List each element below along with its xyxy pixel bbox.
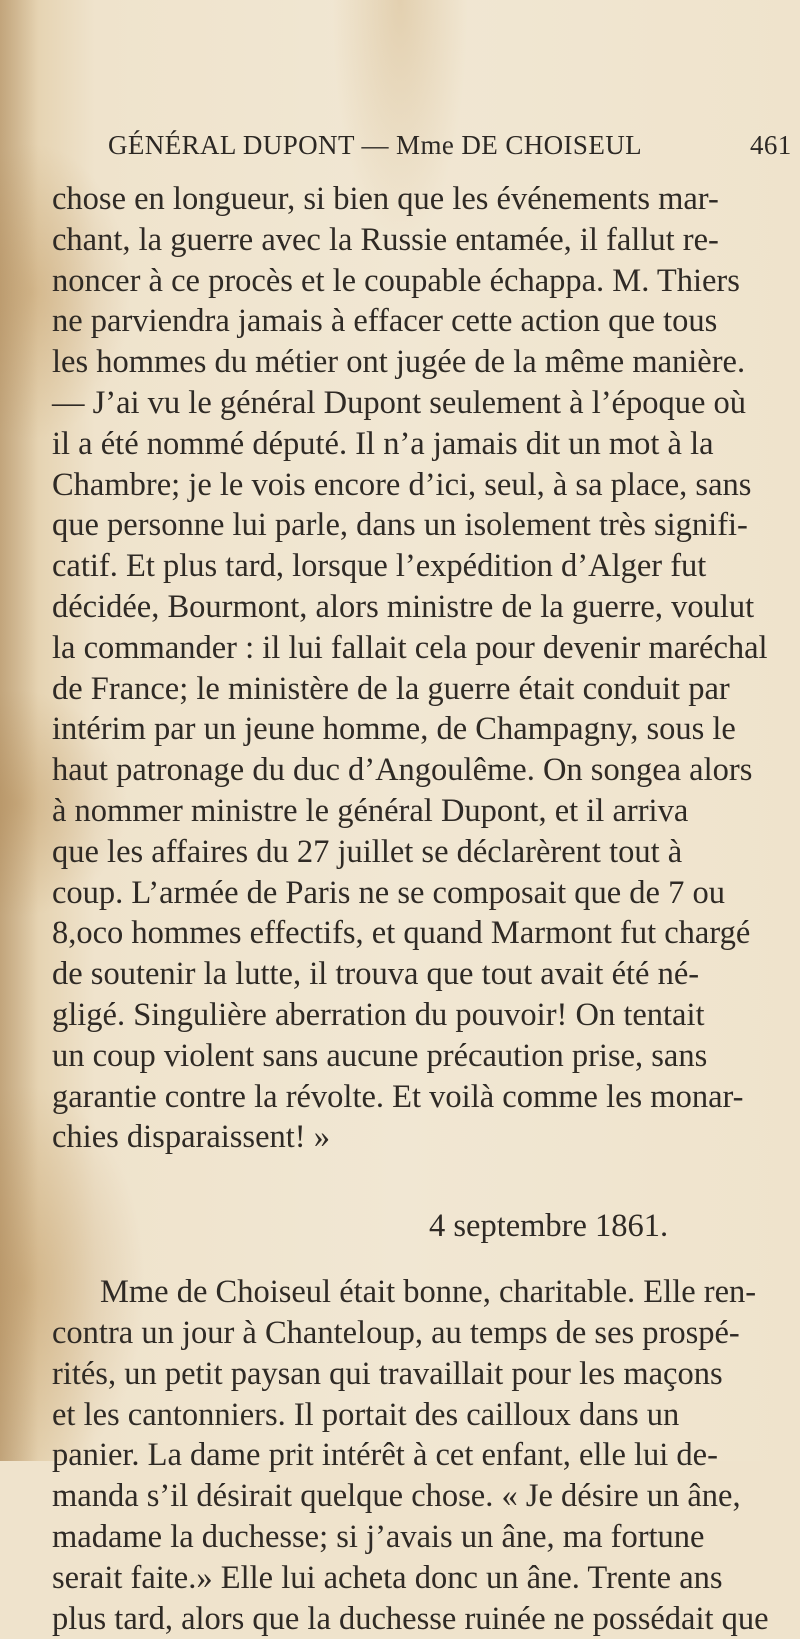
text-line: la commander : il lui fallait cela pour devenir maréchal <box>52 628 792 669</box>
text-line: que les affaires du 27 juillet se déclarèrent tout à <box>52 832 792 873</box>
text-line: gligé. Singulière aberration du pouvoir! On tentait <box>52 995 792 1036</box>
text-line: catif. Et plus tard, lorsque l’expédition d’Alger fut <box>52 546 792 587</box>
text-line: les hommes du métier ont jugée de la même manière. <box>52 342 792 383</box>
text-line: un coup violent sans aucune précaution prise, sans <box>52 1036 792 1077</box>
text-line: coup. L’armée de Paris ne se composait que de 7 ou <box>52 873 792 914</box>
text-line: noncer à ce procès et le coupable échappa. M. Thiers <box>52 261 792 302</box>
text-line: serait faite.» Elle lui acheta donc un âne. Trente ans <box>52 1558 792 1599</box>
text-line: chant, la guerre avec la Russie entamée, il fallut re- <box>52 220 792 261</box>
text-line: décidée, Bourmont, alors ministre de la guerre, voulut <box>52 587 792 628</box>
text-line: madame la duchesse; si j’avais un âne, ma fortune <box>52 1517 792 1558</box>
text-line: Mme de Choiseul était bonne, charitable. Elle ren- <box>52 1272 792 1313</box>
text-line: de soutenir la lutte, il trouva que tout avait été né- <box>52 954 792 995</box>
text-line: chies disparaissent! » <box>52 1117 792 1158</box>
dateline: 4 septembre 1861. <box>52 1206 792 1250</box>
text-line: garantie contre la révolte. Et voilà comme les monar- <box>52 1077 792 1118</box>
text-line: Chambre; je le vois encore d’ici, seul, à sa place, sans <box>52 465 792 506</box>
text-line: que personne lui parle, dans un isolement très signifi- <box>52 505 792 546</box>
text-line: manda s’il désirait quelque chose. « Je désire un âne, <box>52 1476 792 1517</box>
text-line: à nommer ministre le général Dupont, et il arriva <box>52 791 792 832</box>
section-gap <box>52 1250 792 1272</box>
text-line: ne parviendra jamais à effacer cette action que tous <box>52 301 792 342</box>
paragraph-2 <box>52 1272 792 1639</box>
text-line: plus tard, alors que la duchesse ruinée ne possédait que <box>52 1599 792 1639</box>
running-head-title: GÉNÉRAL DUPONT — Mme DE CHOISEUL <box>108 130 642 161</box>
section-gap <box>52 1158 792 1206</box>
text-line: intérim par un jeune homme, de Champagny, sous le <box>52 709 792 750</box>
text-line: panier. La dame prit intérêt à cet enfant, elle lui de- <box>52 1435 792 1476</box>
text-line: — J’ai vu le général Dupont seulement à l’époque où <box>52 383 792 424</box>
text-line: contra un jour à Chanteloup, au temps de ses prospé- <box>52 1313 792 1354</box>
paragraph-1 <box>52 179 792 1158</box>
running-head <box>108 130 798 161</box>
text-line: il a été nommé député. Il n’a jamais dit un mot à la <box>52 424 792 465</box>
body-text <box>52 179 792 1639</box>
text-line: haut patronage du duc d’Angoulême. On songea alors <box>52 750 792 791</box>
text-line: de France; le ministère de la guerre était conduit par <box>52 669 792 710</box>
text-line: rités, un petit paysan qui travaillait pour les maçons <box>52 1354 792 1395</box>
text-line: et les cantonniers. Il portait des cailloux dans un <box>52 1395 792 1436</box>
text-line: 8,oco hommes effectifs, et quand Marmont fut chargé <box>52 913 792 954</box>
page-edge-shadow <box>0 0 38 1461</box>
page-number: 461 <box>750 130 792 161</box>
text-line: chose en longueur, si bien que les événements mar- <box>52 179 792 220</box>
